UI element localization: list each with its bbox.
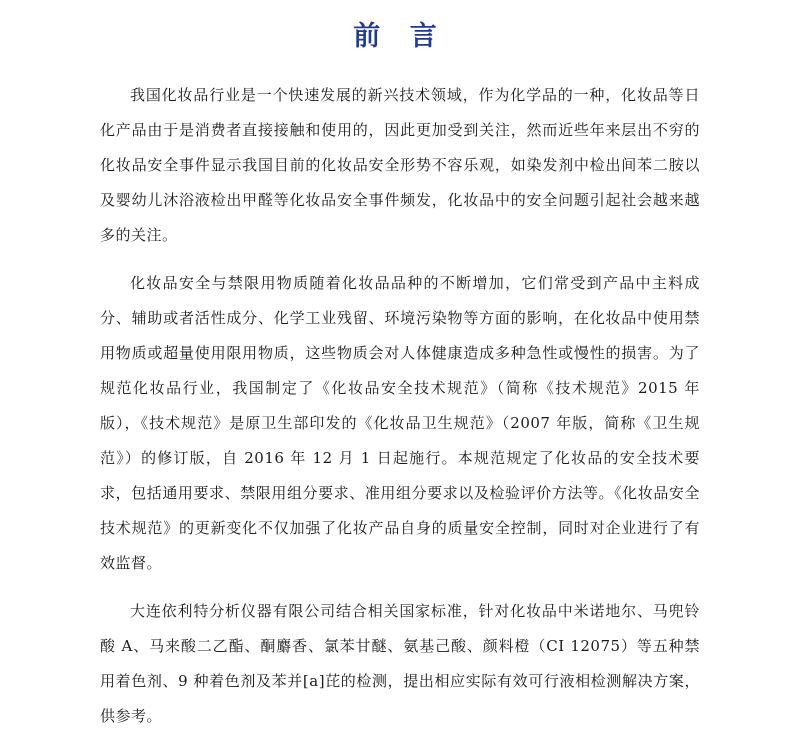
- paragraph-1: 我国化妆品行业是一个快速发展的新兴技术领域，作为化学品的一种，化妆品等日化产品由于是消费者直接接触和使用的，因此更加受到关注，然而近些年来层出不穷的化妆品安全事件显示我国目前的化妆品安全形势不容乐观，如染发剂中检出间苯二胺以及婴幼儿沐浴液检出甲醛等化妆品安全事件频发，化妆品中的安全问题引起社会越来越多的关注。: [100, 86, 700, 244]
- page-title: 前 言: [353, 21, 447, 52]
- body-text: [100, 78, 700, 734]
- paragraph-3: 大连依利特分析仪器有限公司结合相关国家标准，针对化妆品中米诺地尔、马兜铃酸 A、马来酸二乙酯、酮麝香、氯苯甘醚、氨基己酸、颜料橙（CI 12075）等五种禁用着色剂、9 种着色剂及苯并[a]芘的检测，提出相应实际有效可行液相检测解决方案，供参考。: [100, 602, 700, 725]
- paragraph-2: 化妆品安全与禁限用物质随着化妆品品种的不断增加，它们常受到产品中主料成分、辅助或者活性成分、化学工业残留、环境污染物等方面的影响，在化妆品中使用禁用物质或超量使用限用物质，这些物质会对人体健康造成多种急性或慢性的损害。为了规范化妆品行业，我国制定了《化妆品安全技术规范》（简称《技术规范》2015 年版），《技术规范》是原卫生部印发的《化妆品卫生规范》（2007 年版，简称《卫生规范》）的修订版，自 2016 年 12 月 1 日起施行。本规范规定了化妆品的安全技术要求，包括通用要求、禁限用组分要求、准用组分要求以及检验评价方法等。《化妆品安全技术规范》的更新变化不仅加强了化妆产品自身的质量安全控制，同时对企业进行了有效监督。: [100, 274, 700, 572]
